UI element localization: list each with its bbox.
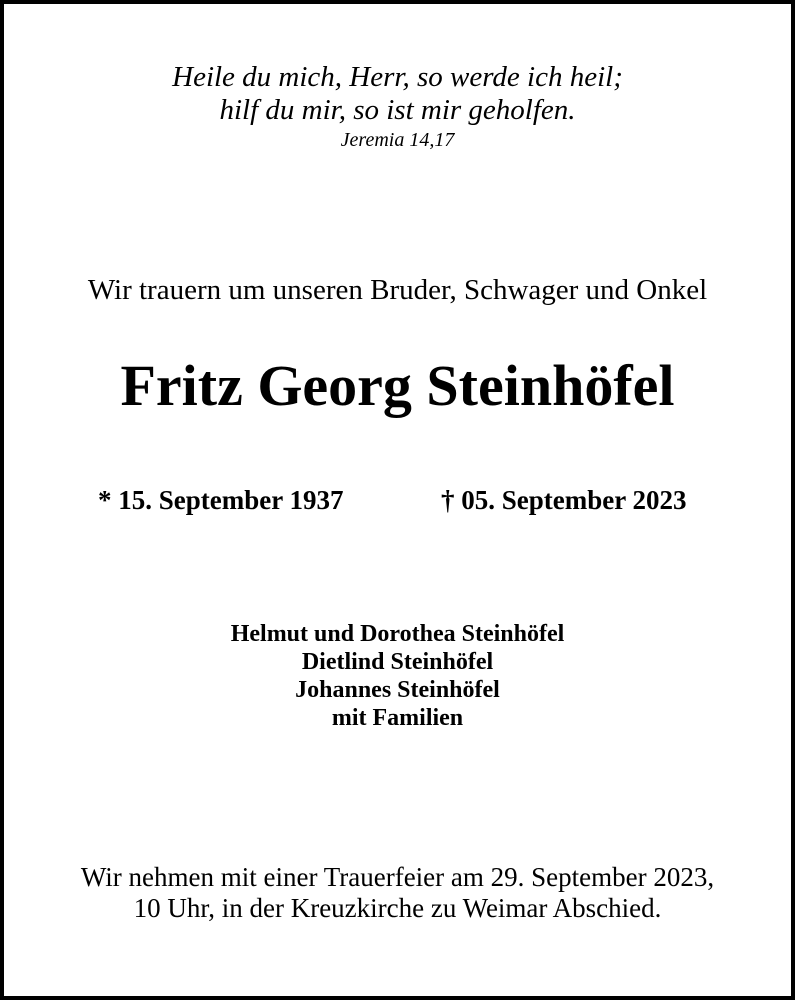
mourner-families: mit Familien (331, 705, 464, 731)
mourner-name: Dietlind Steinhöfel (301, 649, 494, 675)
bible-verse-line-2: hilf du mir, so ist mir geholfen. (219, 94, 576, 126)
service-line-1: Wir nehmen mit einer Trauerfeier am 29. September 2023, (80, 862, 715, 892)
service-line-2: 10 Uhr, in der Kreuzkirche zu Weimar Abschied. (133, 893, 662, 923)
mourners-list (0, 620, 795, 732)
death-date: † 05. September 2023 (441, 485, 687, 515)
bible-verse-line-1: Heile du mich, Herr, so werde ich heil; (172, 61, 623, 93)
mourner-name: Helmut und Dorothea Steinhöfel (230, 621, 565, 647)
funeral-service-info (0, 862, 795, 924)
mourner-name: Johannes Steinhöfel (295, 677, 500, 703)
bible-verse-reference: Jeremia 14,17 (340, 129, 455, 151)
deceased-name: Fritz Georg Steinhöfel (120, 353, 675, 418)
mourning-intro: Wir trauern um unseren Bruder, Schwager und Onkel (87, 274, 708, 306)
birth-date: * 15. September 1937 (98, 485, 344, 515)
